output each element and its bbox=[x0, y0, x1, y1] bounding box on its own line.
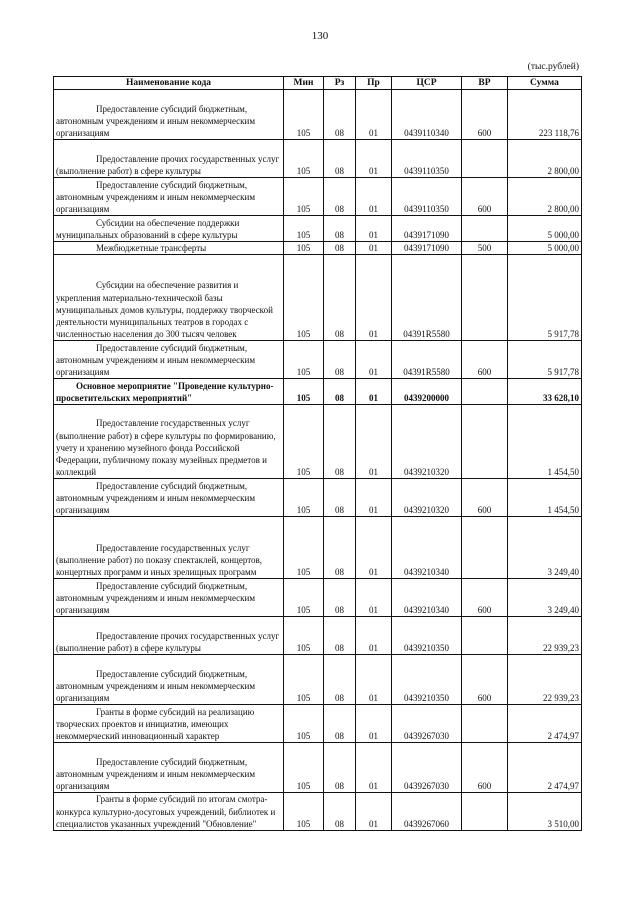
cell-min: 105 bbox=[284, 793, 324, 831]
table-row bbox=[54, 178, 582, 216]
cell-rz: 08 bbox=[324, 793, 356, 831]
cell-name: Предоставление государственных услуг (выполнение работ) по показу спектаклей, концертов, концертных программ и иных зрелищных программ bbox=[54, 517, 284, 579]
cell-rz: 08 bbox=[324, 216, 356, 242]
cell-name: Предоставление субсидий бюджетным, автономным учреждениям и иным некоммерческим организациям bbox=[54, 341, 284, 379]
cell-pr: 01 bbox=[356, 655, 392, 705]
table-row bbox=[54, 255, 582, 341]
cell-sum: 5 000,00 bbox=[508, 216, 582, 242]
cell-name: Субсидии на обеспечение поддержки муниципальных образований в сфере культуры bbox=[54, 216, 284, 242]
table-row bbox=[54, 379, 582, 405]
cell-csr: 0439200000 bbox=[392, 379, 462, 405]
cell-rz: 08 bbox=[324, 379, 356, 405]
cell-rz: 08 bbox=[324, 341, 356, 379]
table-row bbox=[54, 90, 582, 140]
cell-name: Предоставление субсидий бюджетным, автономным учреждениям и иным некоммерческим организациям bbox=[54, 178, 284, 216]
table-header-row bbox=[54, 77, 582, 90]
header-rz: Рз bbox=[324, 77, 356, 90]
cell-name: Предоставление субсидий бюджетным, автономным учреждениям и иным некоммерческим организациям bbox=[54, 743, 284, 793]
cell-csr: 0439110350 bbox=[392, 140, 462, 178]
table-row bbox=[54, 655, 582, 705]
cell-pr: 01 bbox=[356, 793, 392, 831]
cell-min: 105 bbox=[284, 216, 324, 242]
header-vr: ВР bbox=[462, 77, 508, 90]
header-csr: ЦСР bbox=[392, 77, 462, 90]
cell-name: Основное мероприятие "Проведение культурно-просветительских мероприятий" bbox=[54, 379, 284, 405]
cell-pr: 01 bbox=[356, 242, 392, 255]
cell-min: 105 bbox=[284, 341, 324, 379]
cell-sum: 2 800,00 bbox=[508, 178, 582, 216]
table-row bbox=[54, 793, 582, 831]
cell-name: Предоставление прочих государственных услуг (выполнение работ) в сфере культуры bbox=[54, 140, 284, 178]
cell-sum: 2 474,97 bbox=[508, 743, 582, 793]
cell-sum: 1 454,50 bbox=[508, 405, 582, 479]
cell-csr: 0439210350 bbox=[392, 655, 462, 705]
cell-min: 105 bbox=[284, 255, 324, 341]
cell-pr: 01 bbox=[356, 705, 392, 743]
cell-vr bbox=[462, 216, 508, 242]
table-row bbox=[54, 705, 582, 743]
cell-vr: 600 bbox=[462, 655, 508, 705]
cell-min: 105 bbox=[284, 479, 324, 517]
header-pr: Пр bbox=[356, 77, 392, 90]
cell-csr: 0439267030 bbox=[392, 705, 462, 743]
cell-vr bbox=[462, 617, 508, 655]
cell-csr: 0439110350 bbox=[392, 178, 462, 216]
cell-pr: 01 bbox=[356, 479, 392, 517]
header-min: Мин bbox=[284, 77, 324, 90]
cell-min: 105 bbox=[284, 743, 324, 793]
table-row bbox=[54, 405, 582, 479]
cell-sum: 5 917,78 bbox=[508, 255, 582, 341]
cell-rz: 08 bbox=[324, 743, 356, 793]
cell-rz: 08 bbox=[324, 705, 356, 743]
units-label: (тыс.рублей) bbox=[527, 62, 579, 72]
cell-csr: 0439171090 bbox=[392, 242, 462, 255]
cell-min: 105 bbox=[284, 242, 324, 255]
cell-name: Межбюджетные трансферты bbox=[54, 242, 284, 255]
cell-min: 105 bbox=[284, 178, 324, 216]
cell-sum: 3 249,40 bbox=[508, 517, 582, 579]
cell-csr: 0439210340 bbox=[392, 579, 462, 617]
table-row bbox=[54, 242, 582, 255]
cell-csr: 0439210350 bbox=[392, 617, 462, 655]
table-row bbox=[54, 617, 582, 655]
cell-min: 105 bbox=[284, 617, 324, 655]
cell-rz: 08 bbox=[324, 178, 356, 216]
table-row bbox=[54, 743, 582, 793]
cell-vr: 600 bbox=[462, 479, 508, 517]
cell-name: Предоставление государственных услуг (выполнение работ) в сфере культуры по формированию, учету и хранению музейного фонда Российской Федерации, публичному показу музейных предметов и коллекций bbox=[54, 405, 284, 479]
cell-name: Предоставление субсидий бюджетным, автономным учреждениям и иным некоммерческим организациям bbox=[54, 655, 284, 705]
cell-sum: 22 939,23 bbox=[508, 655, 582, 705]
cell-name: Предоставление субсидий бюджетным, автономным учреждениям и иным некоммерческим организациям bbox=[54, 479, 284, 517]
cell-rz: 08 bbox=[324, 405, 356, 479]
cell-sum: 2 800,00 bbox=[508, 140, 582, 178]
cell-min: 105 bbox=[284, 517, 324, 579]
table-row bbox=[54, 479, 582, 517]
cell-rz: 08 bbox=[324, 140, 356, 178]
cell-vr: 600 bbox=[462, 341, 508, 379]
cell-rz: 08 bbox=[324, 655, 356, 705]
cell-csr: 0439267030 bbox=[392, 743, 462, 793]
header-sum: Сумма bbox=[508, 77, 582, 90]
cell-csr: 04391R5580 bbox=[392, 341, 462, 379]
cell-sum: 33 628,10 bbox=[508, 379, 582, 405]
table-row bbox=[54, 341, 582, 379]
cell-name: Предоставление прочих государственных услуг (выполнение работ) в сфере культуры bbox=[54, 617, 284, 655]
cell-pr: 01 bbox=[356, 617, 392, 655]
cell-pr: 01 bbox=[356, 743, 392, 793]
cell-pr: 01 bbox=[356, 255, 392, 341]
cell-pr: 01 bbox=[356, 579, 392, 617]
table-row bbox=[54, 517, 582, 579]
cell-vr bbox=[462, 255, 508, 341]
cell-rz: 08 bbox=[324, 579, 356, 617]
cell-csr: 0439210340 bbox=[392, 517, 462, 579]
cell-sum: 3 249,40 bbox=[508, 579, 582, 617]
cell-min: 105 bbox=[284, 705, 324, 743]
cell-csr: 04391R5580 bbox=[392, 255, 462, 341]
cell-sum: 2 474,97 bbox=[508, 705, 582, 743]
cell-name: Гранты в форме субсидий по итогам смотра-конкурса культурно-досуговых учреждений, библиотек и специалистов указанных учреждений "Обновление" bbox=[54, 793, 284, 831]
cell-name: Субсидии на обеспечение развития и укрепления материально-технической базы муниципальных домов культуры, поддержку творческой деятельности муниципальных театров в городах с численностью населения до 300 тысяч человек bbox=[54, 255, 284, 341]
budget-table bbox=[53, 76, 582, 831]
cell-vr bbox=[462, 379, 508, 405]
cell-vr: 600 bbox=[462, 178, 508, 216]
cell-min: 105 bbox=[284, 379, 324, 405]
cell-csr: 0439171090 bbox=[392, 216, 462, 242]
cell-name: Предоставление субсидий бюджетным, автономным учреждениям и иным некоммерческим организациям bbox=[54, 90, 284, 140]
cell-sum: 223 118,76 bbox=[508, 90, 582, 140]
cell-sum: 5 917,78 bbox=[508, 341, 582, 379]
cell-pr: 01 bbox=[356, 341, 392, 379]
cell-pr: 01 bbox=[356, 178, 392, 216]
table-row bbox=[54, 140, 582, 178]
cell-vr bbox=[462, 793, 508, 831]
cell-vr bbox=[462, 517, 508, 579]
cell-vr bbox=[462, 705, 508, 743]
cell-sum: 1 454,50 bbox=[508, 479, 582, 517]
cell-rz: 08 bbox=[324, 242, 356, 255]
cell-vr bbox=[462, 140, 508, 178]
table-row bbox=[54, 216, 582, 242]
cell-vr: 600 bbox=[462, 743, 508, 793]
cell-min: 105 bbox=[284, 405, 324, 479]
cell-min: 105 bbox=[284, 655, 324, 705]
cell-rz: 08 bbox=[324, 517, 356, 579]
cell-min: 105 bbox=[284, 90, 324, 140]
cell-vr: 500 bbox=[462, 242, 508, 255]
cell-pr: 01 bbox=[356, 90, 392, 140]
page-number: 130 bbox=[311, 30, 329, 42]
cell-vr bbox=[462, 405, 508, 479]
cell-rz: 08 bbox=[324, 255, 356, 341]
cell-csr: 0439267060 bbox=[392, 793, 462, 831]
cell-pr: 01 bbox=[356, 517, 392, 579]
cell-pr: 01 bbox=[356, 379, 392, 405]
cell-pr: 01 bbox=[356, 140, 392, 178]
cell-sum: 22 939,23 bbox=[508, 617, 582, 655]
cell-csr: 0439210320 bbox=[392, 405, 462, 479]
cell-name: Предоставление субсидий бюджетным, автономным учреждениям и иным некоммерческим организациям bbox=[54, 579, 284, 617]
cell-rz: 08 bbox=[324, 617, 356, 655]
cell-csr: 0439110340 bbox=[392, 90, 462, 140]
cell-sum: 3 510,00 bbox=[508, 793, 582, 831]
cell-csr: 0439210320 bbox=[392, 479, 462, 517]
cell-pr: 01 bbox=[356, 216, 392, 242]
cell-vr: 600 bbox=[462, 579, 508, 617]
cell-vr: 600 bbox=[462, 90, 508, 140]
cell-name: Гранты в форме субсидий на реализацию творческих проектов и инициатив, имеющих некоммерческий инновационный характер bbox=[54, 705, 284, 743]
cell-rz: 08 bbox=[324, 90, 356, 140]
cell-sum: 5 000,00 bbox=[508, 242, 582, 255]
cell-rz: 08 bbox=[324, 479, 356, 517]
cell-min: 105 bbox=[284, 140, 324, 178]
header-name: Наименование кода bbox=[54, 77, 284, 90]
cell-min: 105 bbox=[284, 579, 324, 617]
cell-pr: 01 bbox=[356, 405, 392, 479]
table-row bbox=[54, 579, 582, 617]
